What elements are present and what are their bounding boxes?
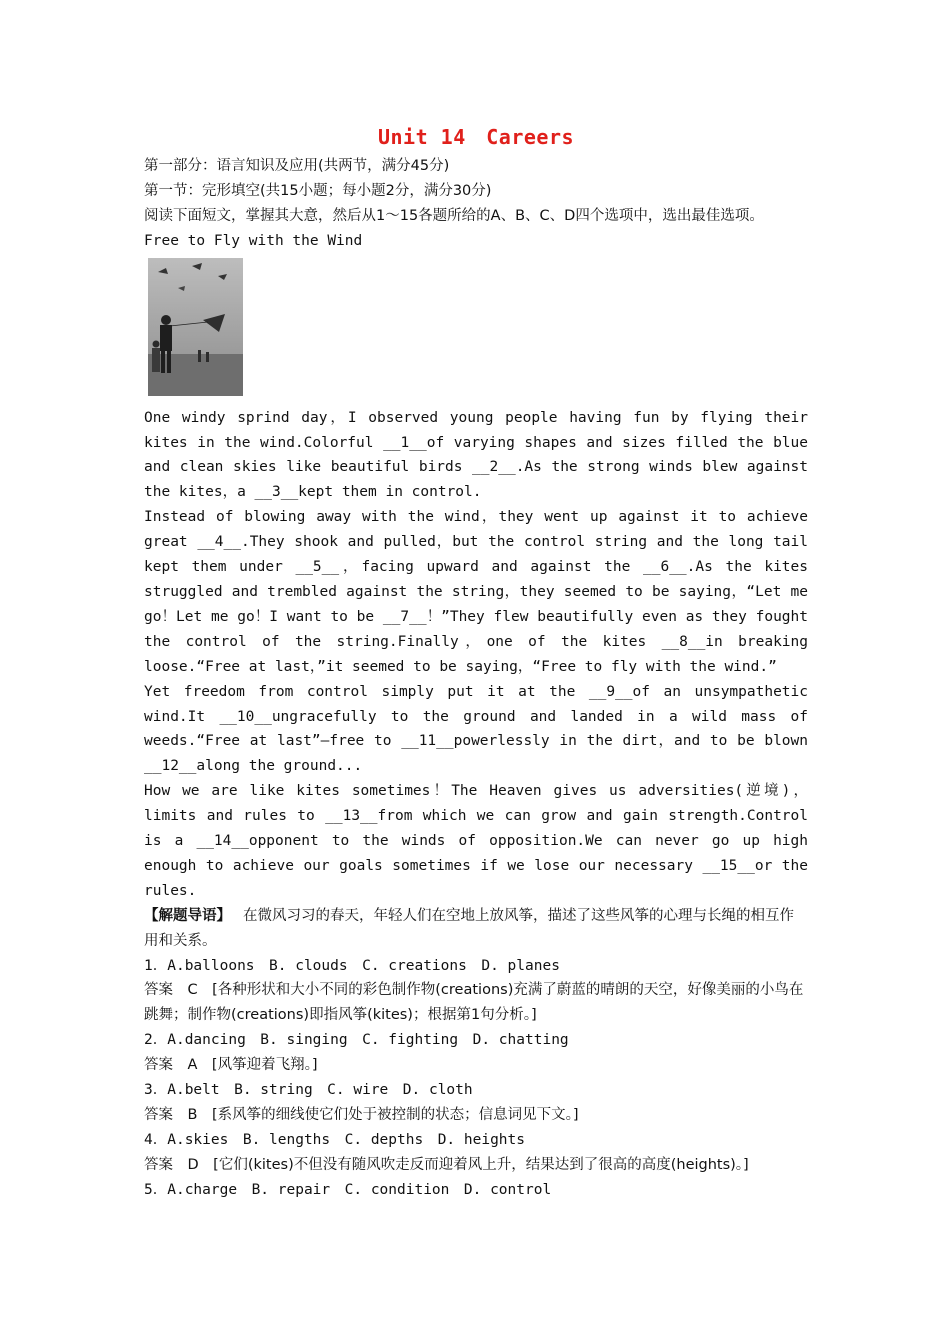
question-options: 4．A.skies B. lengths C. depths D. heights xyxy=(144,1131,525,1148)
passage-paragraph: Instead of blowing away with the wind，they went up against it to achieve great __4__.They shook and pulled，but the control string and the long tail kept them under __5__，facing upward and against the __6__.As the kites struggled and trembled against the string，they seemed to be saying，“Let me go！Let me go！I want to be __7__！”They flew beautifully even as they fought the control of the string.Finally，one of the kites __8__in breaking loose.“Free at last，”it seemed to be saying，“Free to fly with the wind.” xyxy=(144,509,808,675)
question-answer: 答案 A [风筝迎着飞翔。] xyxy=(144,1057,318,1074)
guide-text: 在微风习习的春天，年轻人们在空地上放风筝，描述了这些风筝的心理与长绳的相互作用和关系。 xyxy=(144,907,794,949)
kite-flying-photo xyxy=(148,258,243,396)
question-options: 2．A.dancing B. singing C. fighting D. chatting xyxy=(144,1032,569,1049)
question-options: 3．A.belt B. string C. wire D. cloth xyxy=(144,1082,473,1099)
question-answer: 答案 C [各种形状和大小不同的彩色制作物(creations)充满了蔚蓝的晴朗的天空，好像美丽的小鸟在跳舞；制作物(creations)即指风筝(kites)；根据第1句分析。] xyxy=(144,982,804,1024)
page-title: Unit 14 Careers xyxy=(377,125,575,149)
passage-title: Free to Fly with the Wind xyxy=(144,232,363,249)
passage-paragraph: Yet freedom from control simply put it at the __9__of an unsympathetic wind.It __10__ungracefully to the ground and landed in a wild mass of weeds.“Free at last”—free to __11__powerlessly in the dirt，and to be blown __12__along the ground... xyxy=(144,683,808,775)
instructions: 阅读下面短文，掌握其大意，然后从1～15各题所给的A、B、C、D四个选项中，选出最佳选项。 xyxy=(144,207,764,224)
guide-block xyxy=(144,904,808,954)
passage-paragraph: One windy sprind day，I observed young people having fun by flying their kites in the wind.Colorful __1__of varying shapes and sizes filled the blue and clean skies like beautiful birds __2__.As the strong winds blew against the kites，a __3__kept them in control. xyxy=(144,409,808,501)
part-heading: 第一部分：语言知识及应用(共两节，满分45分) xyxy=(144,158,450,174)
question-answer: 答案 D [它们(kites)不但没有随风吹走反而迎着风上升，结果达到了很高的高度(heights)。] xyxy=(144,1156,749,1173)
section-heading: 第一节：完形填空(共15小题；每小题2分，满分30分) xyxy=(144,182,492,199)
document-page xyxy=(144,122,808,1203)
question-options: 1．A.balloons B. clouds C. creations D. planes xyxy=(144,957,560,974)
question-options: 5．A.charge B. repair C. condition D. control xyxy=(144,1181,552,1198)
question-answer: 答案 B [系风筝的细线使它们处于被控制的状态；信息词见下文。] xyxy=(144,1107,579,1123)
guide-label: 【解题导语】 xyxy=(144,907,231,924)
passage-paragraph: How we are like kites sometimes！The Heaven gives us adversities(逆境)，limits and rules to __13__from which we can grow and gain strength.Control is a __14__opponent to the winds of opposition.We can never go up high enough to achieve our goals sometimes if we lose our necessary __15__or the rules. xyxy=(144,783,808,899)
